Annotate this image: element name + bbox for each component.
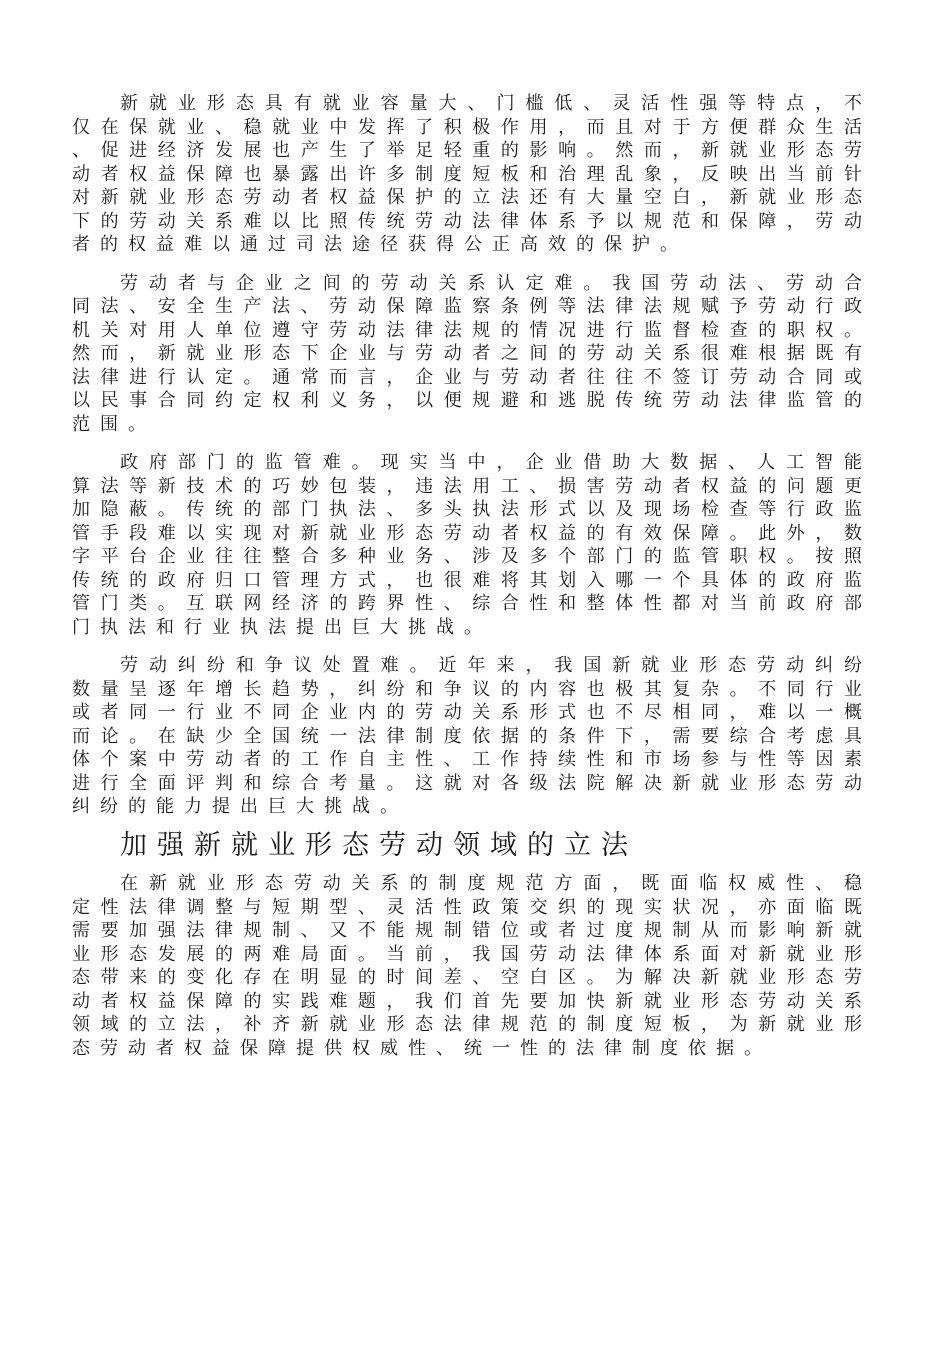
- paragraph-labor-relation: 劳动者与企业之间的劳动关系认定难。我国劳动法、劳动合同法、安全生产法、劳动保障监察条例等法律法规赋予劳动行政机关对用人单位遵守劳动法律法规的情况进行监督检查的职权。然而，新就业形态下企业与劳动者之间的劳动关系很难根据既有法律进行认定。通常而言，企业与劳动者往往不签订劳动合同或以民事合同约定权利义务，以便规避和逃脱传统劳动法律监管的范围。: [72, 272, 872, 435]
- paragraph-intro: 新就业形态具有就业容量大、门槛低、灵活性强等特点，不仅在保就业、稳就业中发挥了积极作用，而且对于方便群众生活、促进经济发展也产生了举足轻重的影响。然而，新就业形态劳动者权益保障也暴露出许多制度短板和治理乱象，反映出当前针对新就业形态劳动者权益保护的立法还有大量空白，新就业形态下的劳动关系难以比照传统劳动法律体系予以规范和保障，劳动者的权益难以通过司法途径获得公正高效的保护。: [72, 93, 872, 255]
- paragraph-legislation: 在新就业形态劳动关系的制度规范方面，既面临权威性、稳定性法律调整与短期型、灵活性政策交织的现实状况，亦面临既需要加强法律规制、又不能规制错位或者过度规制从而影响新就业形态发展的两难局面。当前，我国劳动法律体系面对新就业形态带来的变化存在明显的时间差、空白区。为解决新就业形态劳动者权益保障的实践难题，我们首先要加快新就业形态劳动关系领域的立法，补齐新就业形态法律规范的制度短板，为新就业形态劳动者权益保障提供权威性、统一性的法律制度依据。: [72, 873, 872, 1059]
- paragraph-dispute-handling: 劳动纠纷和争议处置难。近年来，我国新就业形态劳动纠纷数量呈逐年增长趋势，纠纷和争议的内容也极其复杂。不同行业或者同一行业不同企业内的劳动关系形式也不尽相同，难以一概而论。在缺少全国统一法律制度依据的条件下，需要综合考虑具体个案中劳动者的工作自主性、工作持续性和市场参与性等因素进行全面评判和综合考量。这就对各级法院解决新就业形态劳动纠纷的能力提出巨大挑战。: [72, 655, 872, 817]
- paragraph-government-supervision: 政府部门的监管难。现实当中，企业借助大数据、人工智能算法等新技术的巧妙包装，违法用工、损害劳动者权益的问题更加隐蔽。传统的部门执法、多头执法形式以及现场检查等行政监管手段难以实现对新就业形态劳动者权益的有效保障。此外，数字平台企业往往整合多种业务、涉及多个部门的监管职权。按照传统的政府归口管理方式，也很难将其划入哪一个具体的政府监管门类。互联网经济的跨界性、综合性和整体性都对当前政府部门执法和行业执法提出巨大挑战。: [72, 452, 872, 638]
- document-page: [72, 92, 872, 1075]
- section-heading: 加强新就业形态劳动领域的立法: [120, 829, 638, 861]
